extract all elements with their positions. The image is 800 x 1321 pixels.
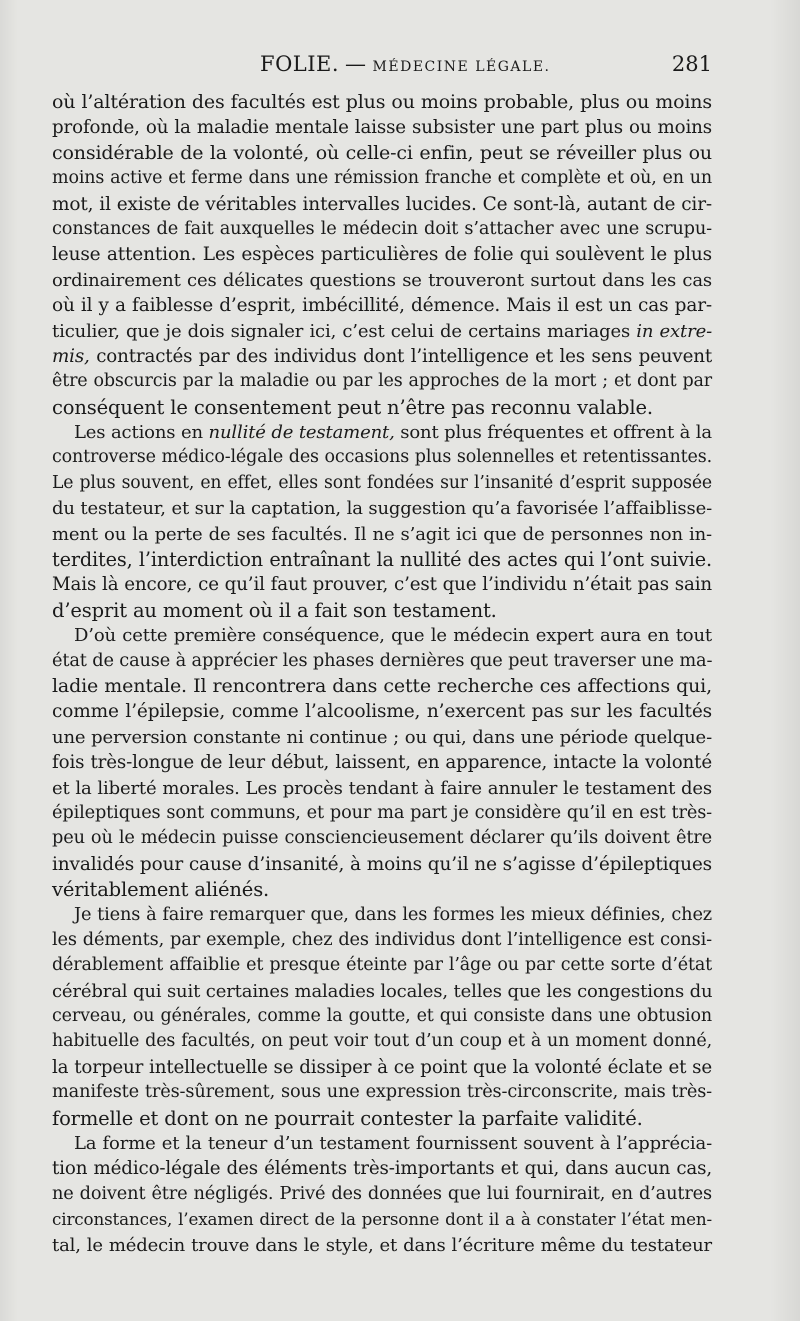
text-line: tion médico-légale des éléments très-importants et qui, dans aucun cas, (52, 1158, 712, 1180)
text-line: épileptiques sont communs, et pour ma part je considère qu’il en est très- (52, 802, 712, 823)
text-line: terdites, l’interdiction entraînant la nullité des actes qui l’ont suivie. (52, 548, 712, 572)
text-line: ordinairement ces délicates questions se trouveront surtout dans les cas (52, 269, 712, 291)
text-line: où l’altération des facultés est plus ou moins probable, plus ou moins (52, 91, 712, 113)
text-line: dérablement affaiblie et presque éteinte par l’âge ou par cette sorte d’état (52, 955, 712, 976)
text-line: une perversion constante ni continue ; ou qui, dans une période quelque- (52, 726, 712, 748)
text-line: et la liberté morales. Les procès tendant à faire annuler le testament des (52, 777, 712, 799)
text-line: controverse médico-légale des occasions plus solennelles et retentissantes. (52, 447, 712, 468)
text-line: ment ou la perte de ses facultés. Il ne s’agit ici que de personnes non in- (52, 523, 712, 545)
text-line: ladie mentale. Il rencontrera dans cette recherche ces affections qui, (52, 674, 712, 697)
text-line: la torpeur intellectuelle se dissiper à ce point que la volonté éclate et se (52, 1056, 712, 1078)
text-line: conséquent le consentement peut n’être pas reconnu valable. (52, 395, 653, 419)
text-line (52, 344, 712, 369)
text-line: La forme et la teneur d’un testament fournissent souvent à l’apprécia- (74, 1133, 712, 1155)
text-segment: contractés par des individus dont l’intelligence et les sens peuvent (96, 345, 713, 367)
text-line: cérébral qui suit certaines maladies locales, telles que les congestions du (52, 980, 713, 1002)
text-line: D’où cette première conséquence, que le médecin expert aura en tout (74, 625, 712, 647)
text-line: mot, il existe de véritables intervalles lucides. Ce sont-là, autant de cir- (52, 193, 712, 215)
text-line: peu où le médecin puisse consciencieusement déclarer qu’ils doivent être (52, 828, 712, 849)
text-line: invalidés pour cause d’insanité, à moins qu’il ne s’agisse d’épileptiques (52, 853, 712, 875)
text-line: Je tiens à faire remarquer que, dans les formes les mieux définies, chez (74, 904, 712, 925)
page-edge-shadow (770, 0, 800, 1321)
text-line: constances de fait auxquelles le médecin doit s’attacher avec une scrupu- (52, 218, 712, 239)
text-line: formelle et dont on ne pourrait contester la parfaite validité. (52, 1106, 643, 1130)
page-gutter-shadow (0, 0, 18, 1321)
running-title-main: FOLIE. (260, 52, 340, 76)
text-line: moins active et ferme dans une rémission franche et complète et où, en un (52, 168, 712, 189)
text-line: où il y a faiblesse d’esprit, imbécillité, démence. Mais il est un cas par- (52, 295, 712, 317)
text-line: cerveau, ou générales, comme la goutte, et qui consiste dans une obtusion (52, 1006, 712, 1027)
page-number: 281 (671, 52, 712, 76)
text-line: Le plus souvent, en effet, elles sont fondées sur l’insanité d’esprit supposée (52, 472, 712, 493)
text-line: circonstances, l’examen direct de la personne dont il a à constater l’état men- (52, 1209, 712, 1230)
text-line: véritablement aliénés. (52, 878, 270, 902)
text-line: considérable de la volonté, où celle-ci enfin, peut se réveiller plus ou (52, 141, 712, 164)
italic-term: nullité de testament, (208, 422, 395, 444)
running-title-dash: — (345, 52, 367, 76)
text-line: Mais là encore, ce qu’il faut prouver, c’est que l’individu n’était pas sain (52, 574, 712, 596)
body-text (52, 90, 712, 1258)
text-line: manifeste très-sûrement, sous une expression très-circonscrite, mais très- (52, 1082, 712, 1103)
text-line: d’esprit au moment où il a fait son testament. (52, 598, 497, 622)
text-line (52, 420, 712, 445)
italic-term: in extre- (636, 320, 712, 342)
text-line: les déments, par exemple, chez des individus dont l’intelligence est consi- (52, 929, 712, 950)
page-header (52, 52, 712, 82)
running-title (260, 52, 551, 76)
text-line: état de cause à apprécier les phases dernières que peut traverser une ma- (52, 650, 713, 671)
text-line: ne doivent être négligés. Privé des données que lui fournirait, en d’autres (52, 1183, 712, 1204)
text-segment: sont plus fréquentes et offrent à la (400, 422, 712, 444)
text-line: tal, le médecin trouve dans le style, et dans l’écriture même du testateur (52, 1234, 712, 1256)
text-line: comme l’épilepsie, comme l’alcoolisme, n’exercent pas sur les facultés (52, 701, 712, 723)
text-line: être obscurcis par la maladie ou par les approches de la mort ; et dont par (52, 371, 712, 392)
text-line: leuse attention. Les espèces particulières de folie qui soulèvent le plus (52, 244, 712, 266)
text-segment: ticulier, que je dois signaler ici, c’est celui de certains mariages (52, 320, 631, 342)
running-title-subtitle: MÉDECINE LÉGALE. (372, 59, 551, 75)
text-line (52, 319, 712, 344)
text-segment: Les actions en (74, 422, 203, 444)
italic-term: mis, (52, 345, 90, 367)
text-line: du testateur, et sur la captation, la suggestion qu’a favorisée l’affaiblisse- (52, 498, 712, 520)
text-line: habituelle des facultés, on peut voir tout d’un coup et à un moment donné, (52, 1031, 712, 1052)
text-line: profonde, où la maladie mentale laisse subsister une part plus ou moins (52, 117, 712, 139)
text-line: fois très-longue de leur début, laissent, en apparence, intacte la volonté (52, 752, 712, 774)
